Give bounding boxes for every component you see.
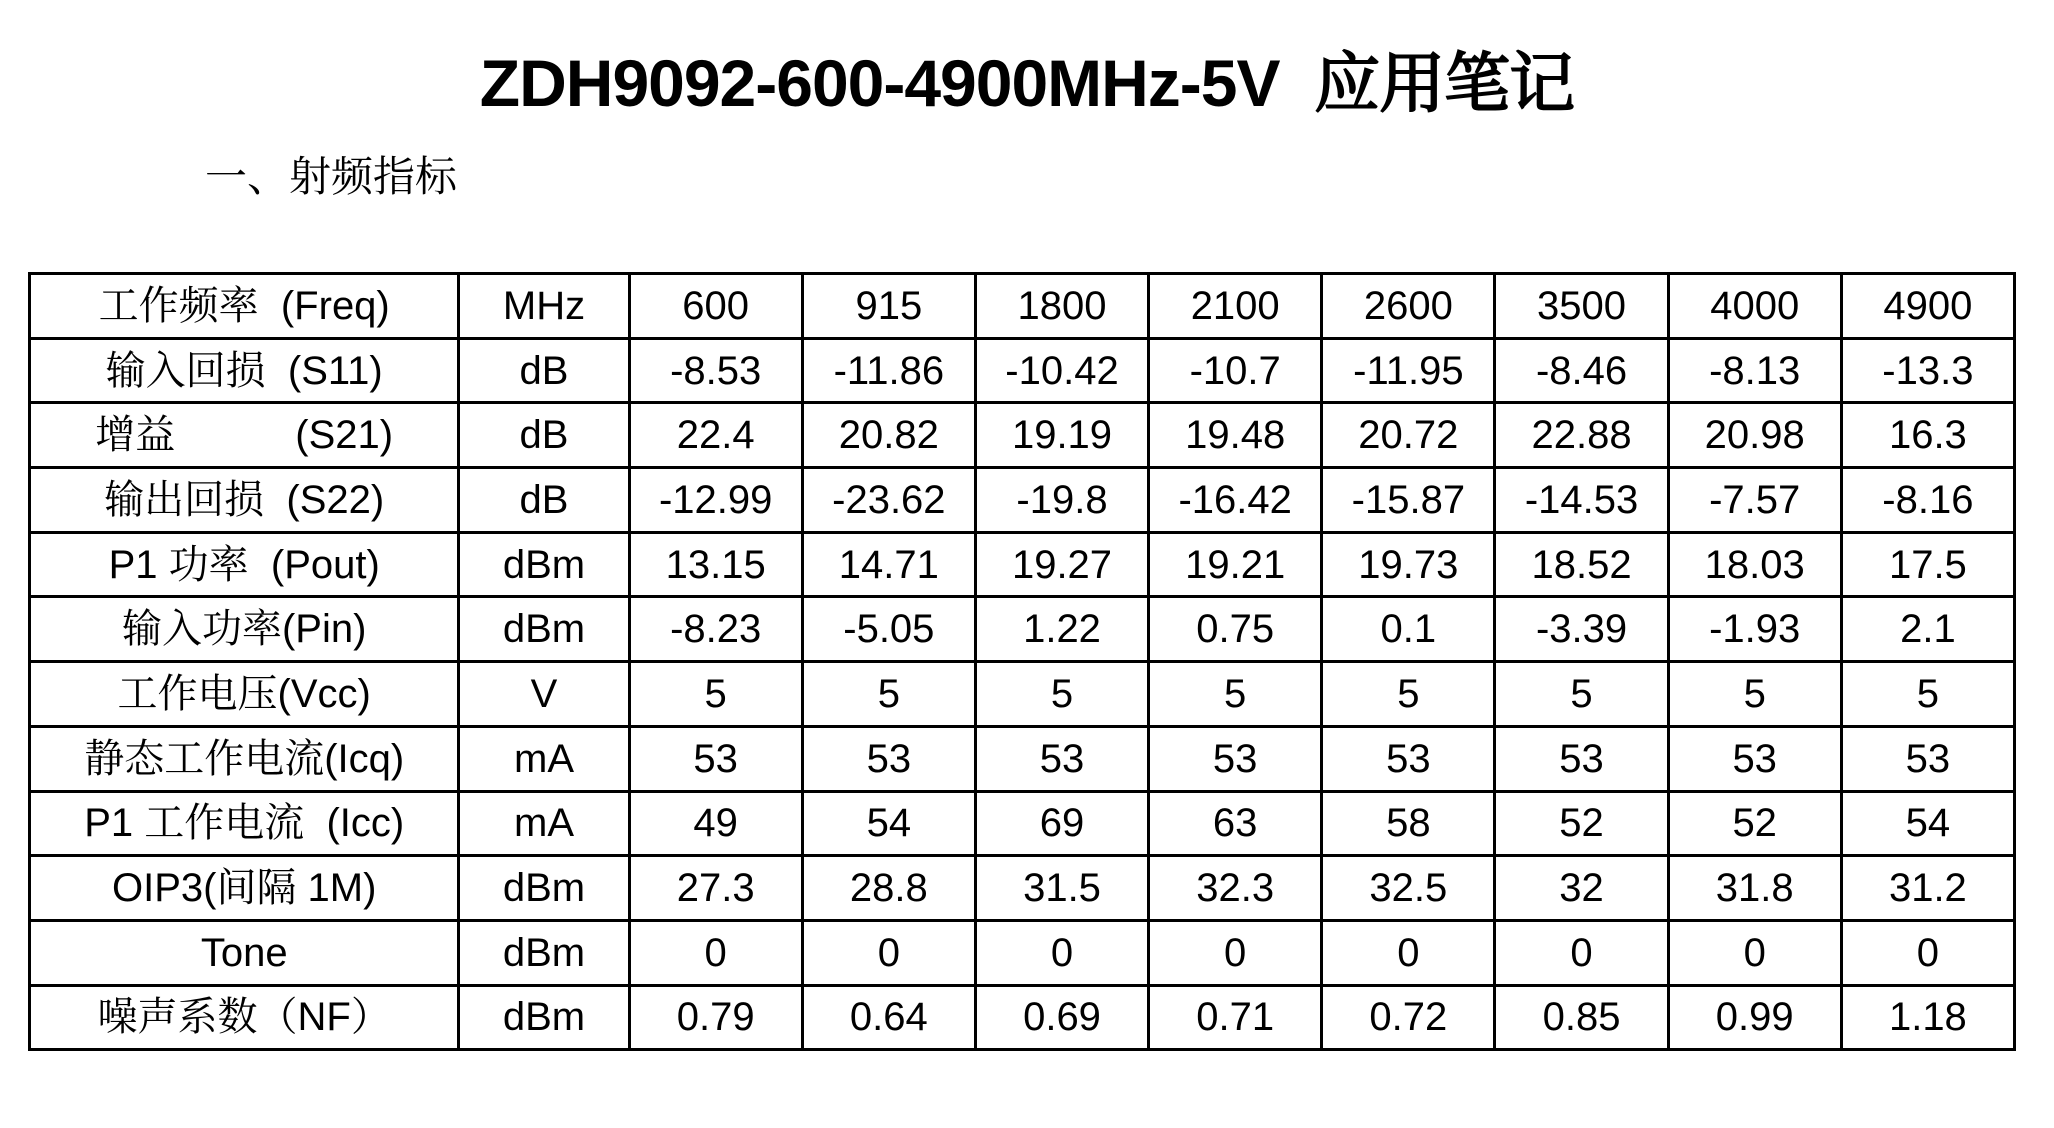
value-cell: 2.1 bbox=[1841, 597, 2014, 662]
value-cell: 53 bbox=[1841, 726, 2014, 791]
param-cell: 工作频率 (Freq) bbox=[30, 274, 459, 339]
value-cell: -5.05 bbox=[802, 597, 975, 662]
value-cell: 1800 bbox=[975, 274, 1148, 339]
value-cell: 31.8 bbox=[1668, 856, 1841, 921]
value-cell: 53 bbox=[1149, 726, 1322, 791]
table-row bbox=[30, 338, 2015, 403]
value-cell: 19.21 bbox=[1149, 532, 1322, 597]
value-cell: 27.3 bbox=[629, 856, 802, 921]
value-cell: 5 bbox=[1495, 662, 1668, 727]
value-cell: 19.27 bbox=[975, 532, 1148, 597]
value-cell: 19.48 bbox=[1149, 403, 1322, 468]
value-cell: 1.18 bbox=[1841, 985, 2014, 1050]
value-cell: 22.88 bbox=[1495, 403, 1668, 468]
param-cell: 工作电压(Vcc) bbox=[30, 662, 459, 727]
value-cell: -10.42 bbox=[975, 338, 1148, 403]
unit-cell: dB bbox=[459, 468, 629, 533]
value-cell: -11.86 bbox=[802, 338, 975, 403]
value-cell: -7.57 bbox=[1668, 468, 1841, 533]
value-cell: 53 bbox=[1495, 726, 1668, 791]
value-cell: 52 bbox=[1668, 791, 1841, 856]
value-cell: 0 bbox=[1149, 920, 1322, 985]
value-cell: 915 bbox=[802, 274, 975, 339]
param-cell: OIP3(间隔 1M) bbox=[30, 856, 459, 921]
value-cell: -8.53 bbox=[629, 338, 802, 403]
value-cell: 53 bbox=[802, 726, 975, 791]
value-cell: 20.82 bbox=[802, 403, 975, 468]
unit-cell: dBm bbox=[459, 597, 629, 662]
param-cell: 噪声系数（NF） bbox=[30, 985, 459, 1050]
table-row bbox=[30, 532, 2015, 597]
table-row bbox=[30, 791, 2015, 856]
param-cell: 输入功率(Pin) bbox=[30, 597, 459, 662]
value-cell: 0 bbox=[1841, 920, 2014, 985]
value-cell: 0.85 bbox=[1495, 985, 1668, 1050]
table-row bbox=[30, 274, 2015, 339]
value-cell: -16.42 bbox=[1149, 468, 1322, 533]
value-cell: 16.3 bbox=[1841, 403, 2014, 468]
value-cell: 600 bbox=[629, 274, 802, 339]
page-title: ZDH9092-600-4900MHz-5V 应用笔记 bbox=[479, 46, 1575, 120]
value-cell: 0.69 bbox=[975, 985, 1148, 1050]
value-cell: 13.15 bbox=[629, 532, 802, 597]
value-cell: 0.1 bbox=[1322, 597, 1495, 662]
param-cell: 输出回损 (S22) bbox=[30, 468, 459, 533]
value-cell: 0.64 bbox=[802, 985, 975, 1050]
value-cell: 5 bbox=[1149, 662, 1322, 727]
value-cell: 0 bbox=[1322, 920, 1495, 985]
table-row bbox=[30, 726, 2015, 791]
table-row bbox=[30, 597, 2015, 662]
param-cell: 输入回损 (S11) bbox=[30, 338, 459, 403]
value-cell: 53 bbox=[975, 726, 1148, 791]
value-cell: 4900 bbox=[1841, 274, 2014, 339]
value-cell: 5 bbox=[802, 662, 975, 727]
value-cell: -1.93 bbox=[1668, 597, 1841, 662]
value-cell: -19.8 bbox=[975, 468, 1148, 533]
value-cell: -8.23 bbox=[629, 597, 802, 662]
value-cell: 32.5 bbox=[1322, 856, 1495, 921]
unit-cell: mA bbox=[459, 791, 629, 856]
value-cell: 0 bbox=[629, 920, 802, 985]
value-cell: 2100 bbox=[1149, 274, 1322, 339]
value-cell: -11.95 bbox=[1322, 338, 1495, 403]
value-cell: -12.99 bbox=[629, 468, 802, 533]
value-cell: 5 bbox=[1841, 662, 2014, 727]
value-cell: 0 bbox=[1495, 920, 1668, 985]
value-cell: 0.79 bbox=[629, 985, 802, 1050]
value-cell: 5 bbox=[1668, 662, 1841, 727]
unit-cell: V bbox=[459, 662, 629, 727]
value-cell: 32 bbox=[1495, 856, 1668, 921]
value-cell: 53 bbox=[629, 726, 802, 791]
value-cell: 5 bbox=[1322, 662, 1495, 727]
table-row bbox=[30, 856, 2015, 921]
value-cell: 19.19 bbox=[975, 403, 1148, 468]
value-cell: -14.53 bbox=[1495, 468, 1668, 533]
value-cell: 32.3 bbox=[1149, 856, 1322, 921]
value-cell: 0.71 bbox=[1149, 985, 1322, 1050]
section-heading-rf-specs: 一、射频指标 bbox=[205, 155, 458, 201]
param-cell: P1 工作电流 (Icc) bbox=[30, 791, 459, 856]
value-cell: -23.62 bbox=[802, 468, 975, 533]
value-cell: -15.87 bbox=[1322, 468, 1495, 533]
value-cell: 3500 bbox=[1495, 274, 1668, 339]
table-row bbox=[30, 403, 2015, 468]
value-cell: 53 bbox=[1322, 726, 1495, 791]
value-cell: 17.5 bbox=[1841, 532, 2014, 597]
value-cell: 18.03 bbox=[1668, 532, 1841, 597]
value-cell: 0 bbox=[1668, 920, 1841, 985]
value-cell: -8.46 bbox=[1495, 338, 1668, 403]
value-cell: -8.13 bbox=[1668, 338, 1841, 403]
unit-cell: dBm bbox=[459, 985, 629, 1050]
value-cell: 19.73 bbox=[1322, 532, 1495, 597]
unit-cell: dBm bbox=[459, 856, 629, 921]
param-cell: 静态工作电流(Icq) bbox=[30, 726, 459, 791]
param-cell: P1 功率 (Pout) bbox=[30, 532, 459, 597]
value-cell: -10.7 bbox=[1149, 338, 1322, 403]
unit-cell: dB bbox=[459, 403, 629, 468]
unit-cell: dBm bbox=[459, 920, 629, 985]
value-cell: 28.8 bbox=[802, 856, 975, 921]
param-cell: Tone bbox=[30, 920, 459, 985]
value-cell: 0.99 bbox=[1668, 985, 1841, 1050]
value-cell: -8.16 bbox=[1841, 468, 2014, 533]
value-cell: 1.22 bbox=[975, 597, 1148, 662]
value-cell: 0 bbox=[975, 920, 1148, 985]
value-cell: 31.2 bbox=[1841, 856, 2014, 921]
value-cell: 18.52 bbox=[1495, 532, 1668, 597]
rf-spec-table bbox=[28, 272, 2016, 1051]
table-row bbox=[30, 920, 2015, 985]
unit-cell: dB bbox=[459, 338, 629, 403]
value-cell: 5 bbox=[629, 662, 802, 727]
value-cell: 0.75 bbox=[1149, 597, 1322, 662]
param-cell: 增益 (S21) bbox=[30, 403, 459, 468]
rf-spec-table-body bbox=[30, 274, 2015, 1050]
value-cell: 20.98 bbox=[1668, 403, 1841, 468]
value-cell: 14.71 bbox=[802, 532, 975, 597]
table-row bbox=[30, 662, 2015, 727]
value-cell: 22.4 bbox=[629, 403, 802, 468]
value-cell: 58 bbox=[1322, 791, 1495, 856]
value-cell: 2600 bbox=[1322, 274, 1495, 339]
value-cell: 63 bbox=[1149, 791, 1322, 856]
table-row bbox=[30, 468, 2015, 533]
value-cell: 31.5 bbox=[975, 856, 1148, 921]
value-cell: 49 bbox=[629, 791, 802, 856]
value-cell: 52 bbox=[1495, 791, 1668, 856]
value-cell: 69 bbox=[975, 791, 1148, 856]
value-cell: 53 bbox=[1668, 726, 1841, 791]
value-cell: 0 bbox=[802, 920, 975, 985]
value-cell: 0.72 bbox=[1322, 985, 1495, 1050]
value-cell: -3.39 bbox=[1495, 597, 1668, 662]
value-cell: 54 bbox=[802, 791, 975, 856]
unit-cell: dBm bbox=[459, 532, 629, 597]
table-row bbox=[30, 985, 2015, 1050]
unit-cell: MHz bbox=[459, 274, 629, 339]
value-cell: 4000 bbox=[1668, 274, 1841, 339]
value-cell: 20.72 bbox=[1322, 403, 1495, 468]
value-cell: 54 bbox=[1841, 791, 2014, 856]
unit-cell: mA bbox=[459, 726, 629, 791]
value-cell: -13.3 bbox=[1841, 338, 2014, 403]
value-cell: 5 bbox=[975, 662, 1148, 727]
